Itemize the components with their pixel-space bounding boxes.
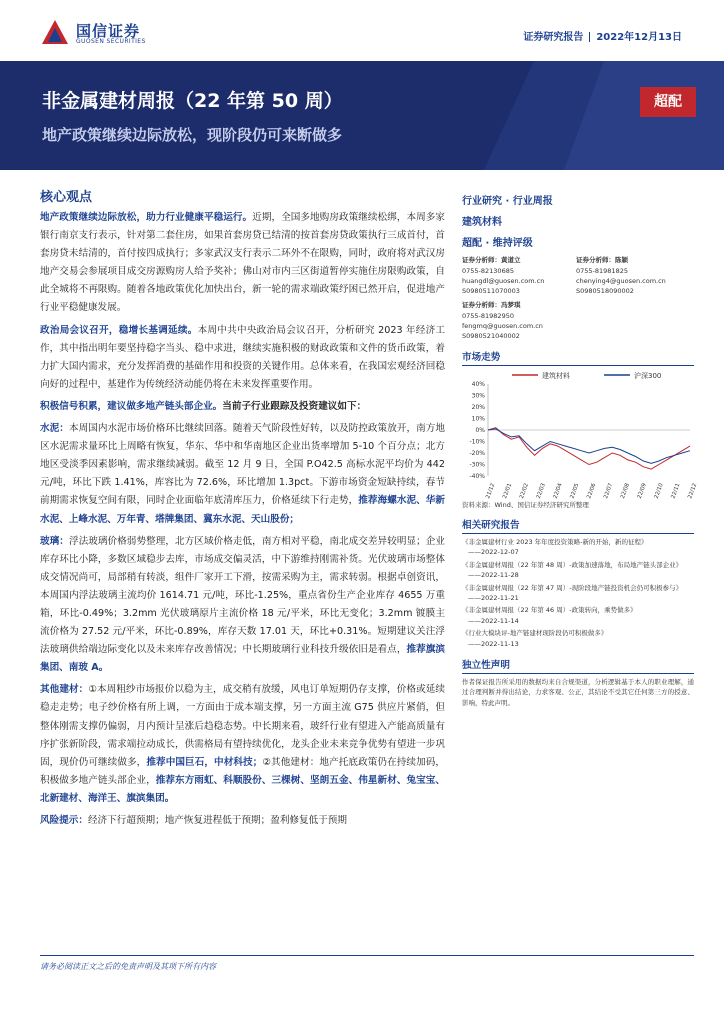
related-report-item[interactable] bbox=[462, 583, 694, 604]
related-title[interactable]: 《非金属建材周报（22 年第 46 周）-政策转向，乘势做多》 bbox=[462, 606, 637, 615]
lead-other: 其他建材： bbox=[40, 684, 89, 696]
related-reports-heading: 相关研究报告 bbox=[462, 517, 694, 534]
analyst-name: 证券分析师：黄道立 bbox=[462, 256, 521, 264]
analyst-card bbox=[462, 300, 572, 341]
lead-glass: 玻璃： bbox=[40, 535, 69, 547]
analyst-card bbox=[462, 255, 572, 296]
disclaimer-text: 作者保证报告所采用的数据均来自合规渠道，分析逻辑基于本人的职业理解，通过合理判断并得出结论，力求客观、公正，其结论不受其它任何第三方的授意、影响，特此声明。 bbox=[462, 678, 694, 707]
sector-line: 建筑材料 bbox=[462, 217, 502, 228]
analyst-phone: 0755-81982950 bbox=[462, 312, 514, 320]
x-tick-label: 22/02 bbox=[518, 482, 531, 500]
x-tick-label: 22/11 bbox=[670, 482, 682, 500]
rec-fiberglass: 推荐中国巨石，中材科技； bbox=[146, 756, 263, 768]
body-policy: 近期，全国多地购房政策继续松绑，本周多家银行南京支行表示，针对第二套住房，如果首套房贷已结清的按首套房贷政策执行三成首付，首套房贷未结清的，首付按四成执行；多家武汉支行表示二环外不在限购，同时，政府将对武汉房地产交易会参展项目成交房源购房人给予奖补；佛山对市内三区街道暂停实施住房限购政策，自此全城将不再限购。随着各地政策优化加快出台，新一轮的需求端政策纾困已然开启，促进地产行业平稳健康发展。 bbox=[40, 212, 446, 314]
lead-policy: 地产政策继续边际放松，助力行业健康平稳运行。 bbox=[40, 212, 253, 223]
lead-cement: 水泥： bbox=[40, 423, 69, 435]
analyst-email[interactable]: huangdl@guosen.com.cn bbox=[462, 277, 545, 285]
company-logo bbox=[40, 14, 180, 50]
paragraph-politburo bbox=[40, 322, 445, 394]
related-date: ——2022-11-28 bbox=[468, 571, 519, 580]
x-tick-label: 22/12 bbox=[687, 482, 699, 500]
x-tick-label: 22/06 bbox=[586, 482, 598, 500]
rec-other: 推荐东方雨虹、科顺股份、三棵树、坚朗五金、伟星新材、兔宝宝、北新建材、海洋王、旗滨集团。 bbox=[40, 774, 446, 804]
related-title[interactable]: 《行业大模块评-地产链建材现阶段仍可积极做多》 bbox=[462, 629, 608, 638]
legend-label: 沪深300 bbox=[634, 372, 662, 380]
report-date: 2022年12月13日 bbox=[596, 32, 682, 43]
analyst-name: 证券分析师：冯梦琪 bbox=[462, 301, 521, 309]
footer-notice: 请务必阅读正文之后的免责声明及其项下所有内容 bbox=[40, 962, 216, 971]
chart-source: 资料来源：Wind、国信证券经济研究所整理 bbox=[462, 501, 589, 509]
body-other-2: ②其他建材：地产托底政策仍在持续加码，积极做多地产链头部企业， bbox=[40, 756, 446, 786]
y-tick-label: 30% bbox=[471, 392, 485, 400]
body-politburo: 本周中共中央政治局会议召开，分析研究 2023 年经济工作，其中指出明年要坚持稳字当头、稳中求进，继续实施积极的财政政策和文件的货币政策，着力扩大国内需求，充分发挥消费的基础作用和投资的关键作用。总体来看，在我国宏观经济回稳向好的过程中，基建作为传统经济动能仍将在未来发挥重要作用。 bbox=[40, 324, 446, 390]
y-tick-label: 20% bbox=[471, 404, 485, 411]
y-tick-label: -30% bbox=[469, 461, 485, 469]
body-glass: 浮法玻璃价格弱势整理，北方区域价格走低，南方相对平稳，南北成交差异较明显；企业库存环比小降，多数区域稳步去库，市场成交偏灵活，中下游维持刚需补货。光伏玻璃市场整体成交情况尚可，局部稍有转淡，组件厂家开工下滑，按需采购为主，需求转弱。根据卓创资讯，本周国内浮法玻璃主流均价 1614.71 元/吨，环比-1.25%，重点省份生产企业库存 4655 万重箱，环比-0.49%；3.2mm 光伏玻璃原片主流价格 18 元/平米，环比无变化；3.2mm 镀膜主流价格为 27.52 元/平米，环比-0.89%，库存天数 17.01 天，环比+0.31%。短期建议关注浮法玻璃供给端边际变化以及未来库存改善情况；中长期玻璃行业科技升级依旧是看点， bbox=[40, 535, 446, 656]
related-title[interactable]: 《非金属建材周报（22 年第 48 周）-政策加速落地，布局地产链头部企业》 bbox=[462, 560, 683, 569]
analyst-list bbox=[462, 255, 694, 341]
x-tick-label: 22/01 bbox=[502, 482, 514, 500]
core-heading: 核心观点 bbox=[40, 190, 93, 205]
analyst-email[interactable]: fengmq@guosen.com.cn bbox=[462, 322, 543, 330]
industry-line: 行业研究 · 行业周报 bbox=[462, 196, 553, 207]
analyst-card bbox=[576, 255, 696, 296]
analyst-phone: 0755-81981825 bbox=[576, 267, 628, 275]
paragraph-policy bbox=[40, 209, 445, 318]
related-reports-list bbox=[462, 537, 694, 649]
title-banner bbox=[0, 61, 724, 170]
logo-text-cn: 国信证券 bbox=[76, 22, 141, 40]
y-tick-label: -20% bbox=[469, 450, 485, 457]
paragraph-glass bbox=[40, 533, 445, 678]
lead-politburo: 政治局会议召开，稳增长基调延续。 bbox=[40, 324, 198, 336]
report-subtitle: 地产政策继续边际放松，现阶段仍可来断做多 bbox=[42, 126, 343, 144]
y-tick-label: 40% bbox=[471, 381, 485, 388]
guosen-logo-icon bbox=[40, 18, 70, 46]
y-tick-label: 0% bbox=[475, 427, 485, 434]
x-tick-label: 22/09 bbox=[636, 482, 648, 500]
y-tick-label: -40% bbox=[469, 473, 485, 480]
related-report-item[interactable] bbox=[462, 628, 694, 649]
paragraph-signals bbox=[40, 398, 445, 416]
legend-label: 建筑材料 bbox=[542, 372, 570, 380]
core-viewpoints bbox=[40, 186, 445, 834]
body-cement: 本周国内水泥市场价格环比继续回落。随着天气阶段性好转，以及防控政策放开，南方地区水泥需求量环比上周略有恢复，华东、华中和华南地区企业出货率增加 5-10 个百分点；北方地区受淡季因素影响，需求继续减弱。截至 12 月 9 日，全国 P.O42.5 高标水泥平均价为 442 元/吨，环比下跌 1.41%，库容比为 72.6%，环比增加 1.3pct。下游市场资金短缺持续，春节前期需求恢复空间有限，同时企业面临年底清库压力，价格延续下行走势， bbox=[40, 423, 446, 507]
analyst-cert: S0980521040002 bbox=[462, 332, 520, 340]
related-date: ——2022-12-07 bbox=[468, 548, 519, 557]
rec-glass: 推荐旗滨集团、南玻 A。 bbox=[40, 644, 446, 674]
footer-divider bbox=[40, 955, 694, 956]
analyst-phone: 0755-82130685 bbox=[462, 267, 514, 275]
rating-badge: 超配 bbox=[640, 87, 696, 117]
related-report-item[interactable] bbox=[462, 537, 694, 558]
trend-chart-svg bbox=[462, 368, 699, 500]
report-meta bbox=[523, 28, 682, 43]
market-trend-heading: 市场走势 bbox=[462, 349, 694, 366]
related-date: ——2022-11-21 bbox=[468, 594, 519, 603]
x-tick-label: 22/05 bbox=[569, 482, 581, 500]
x-tick-label: 22/03 bbox=[535, 482, 547, 500]
sidebar bbox=[462, 192, 699, 708]
related-date: ——2022-11-14 bbox=[468, 616, 519, 625]
paragraph-other bbox=[40, 681, 445, 808]
market-trend-chart bbox=[462, 368, 699, 500]
rating-line: 超配 · 维持评级 bbox=[462, 238, 533, 249]
body-signals: 当前子行业跟踪及投资建议如下： bbox=[222, 400, 367, 412]
analyst-email[interactable]: chenying4@guosen.com.cn bbox=[576, 277, 666, 285]
analyst-cert: S0980511070003 bbox=[462, 287, 520, 295]
report-title: 非金属建材周报（22 年第 50 周） bbox=[42, 90, 343, 112]
related-title[interactable]: 《非金属建材周报（22 年第 47 周）-现阶段地产链投资机会仍可积极参与》 bbox=[462, 583, 683, 592]
divider bbox=[589, 32, 590, 42]
related-date: ——2022-11-13 bbox=[468, 639, 519, 648]
body-other: ①本周粗纱市场报价以稳为主，成交稍有放缓，风电订单短期仍存支撑，价格或延续稳走走势；电子纱价格有所上调，一方面由于成本端支撑，另一方面主流 G75 供应片紧俏，但整体刚需支撑仍偏弱，月内预计呈涨后趋稳态势。中长期来看，玻纤行业有望进入产能高质量有序扩张新阶段，需求端拉动成长，供需格局有望持续优化，龙头企业未来竞争优势有望进一步巩固，现价仍可继续做多， bbox=[40, 684, 445, 768]
lead-signals: 积极信号积累，建议做多地产链头部企业。 bbox=[40, 400, 223, 412]
related-title[interactable]: 《非金属建材行业 2023 年年度投资策略-新的开始，新的征程》 bbox=[462, 538, 648, 546]
paragraph-cement bbox=[40, 420, 445, 529]
x-tick-label: 22/07 bbox=[603, 482, 615, 500]
x-tick-label: 22/04 bbox=[552, 482, 564, 500]
y-tick-label: 10% bbox=[471, 415, 485, 423]
x-tick-label: 21/12 bbox=[485, 482, 497, 500]
related-report-item[interactable] bbox=[462, 560, 694, 581]
report-type: 证券研究报告 bbox=[523, 32, 584, 43]
lead-risk: 风险提示： bbox=[40, 815, 88, 826]
x-tick-label: 22/08 bbox=[619, 482, 632, 500]
analyst-name: 证券分析师：陈颖 bbox=[576, 256, 628, 264]
series-line-csi300 bbox=[488, 429, 690, 464]
related-report-item[interactable] bbox=[462, 605, 694, 626]
analyst-cert: S0980518090002 bbox=[576, 287, 634, 295]
disclaimer-heading: 独立性声明 bbox=[462, 657, 694, 674]
x-tick-label: 22/10 bbox=[653, 482, 665, 500]
y-tick-label: -10% bbox=[469, 438, 485, 446]
series-line-building-materials bbox=[488, 428, 690, 469]
paragraph-risk bbox=[40, 812, 445, 830]
rec-cement: 推荐海螺水泥、华新水泥、上峰水泥、万年青、塔牌集团、冀东水泥、天山股份； bbox=[40, 495, 446, 525]
body-risk: 经济下行超预期；地产恢复进程低于预期；盈利修复低于预期 bbox=[87, 815, 347, 826]
logo-text-en: GUOSEN SECURITIES bbox=[76, 38, 146, 45]
